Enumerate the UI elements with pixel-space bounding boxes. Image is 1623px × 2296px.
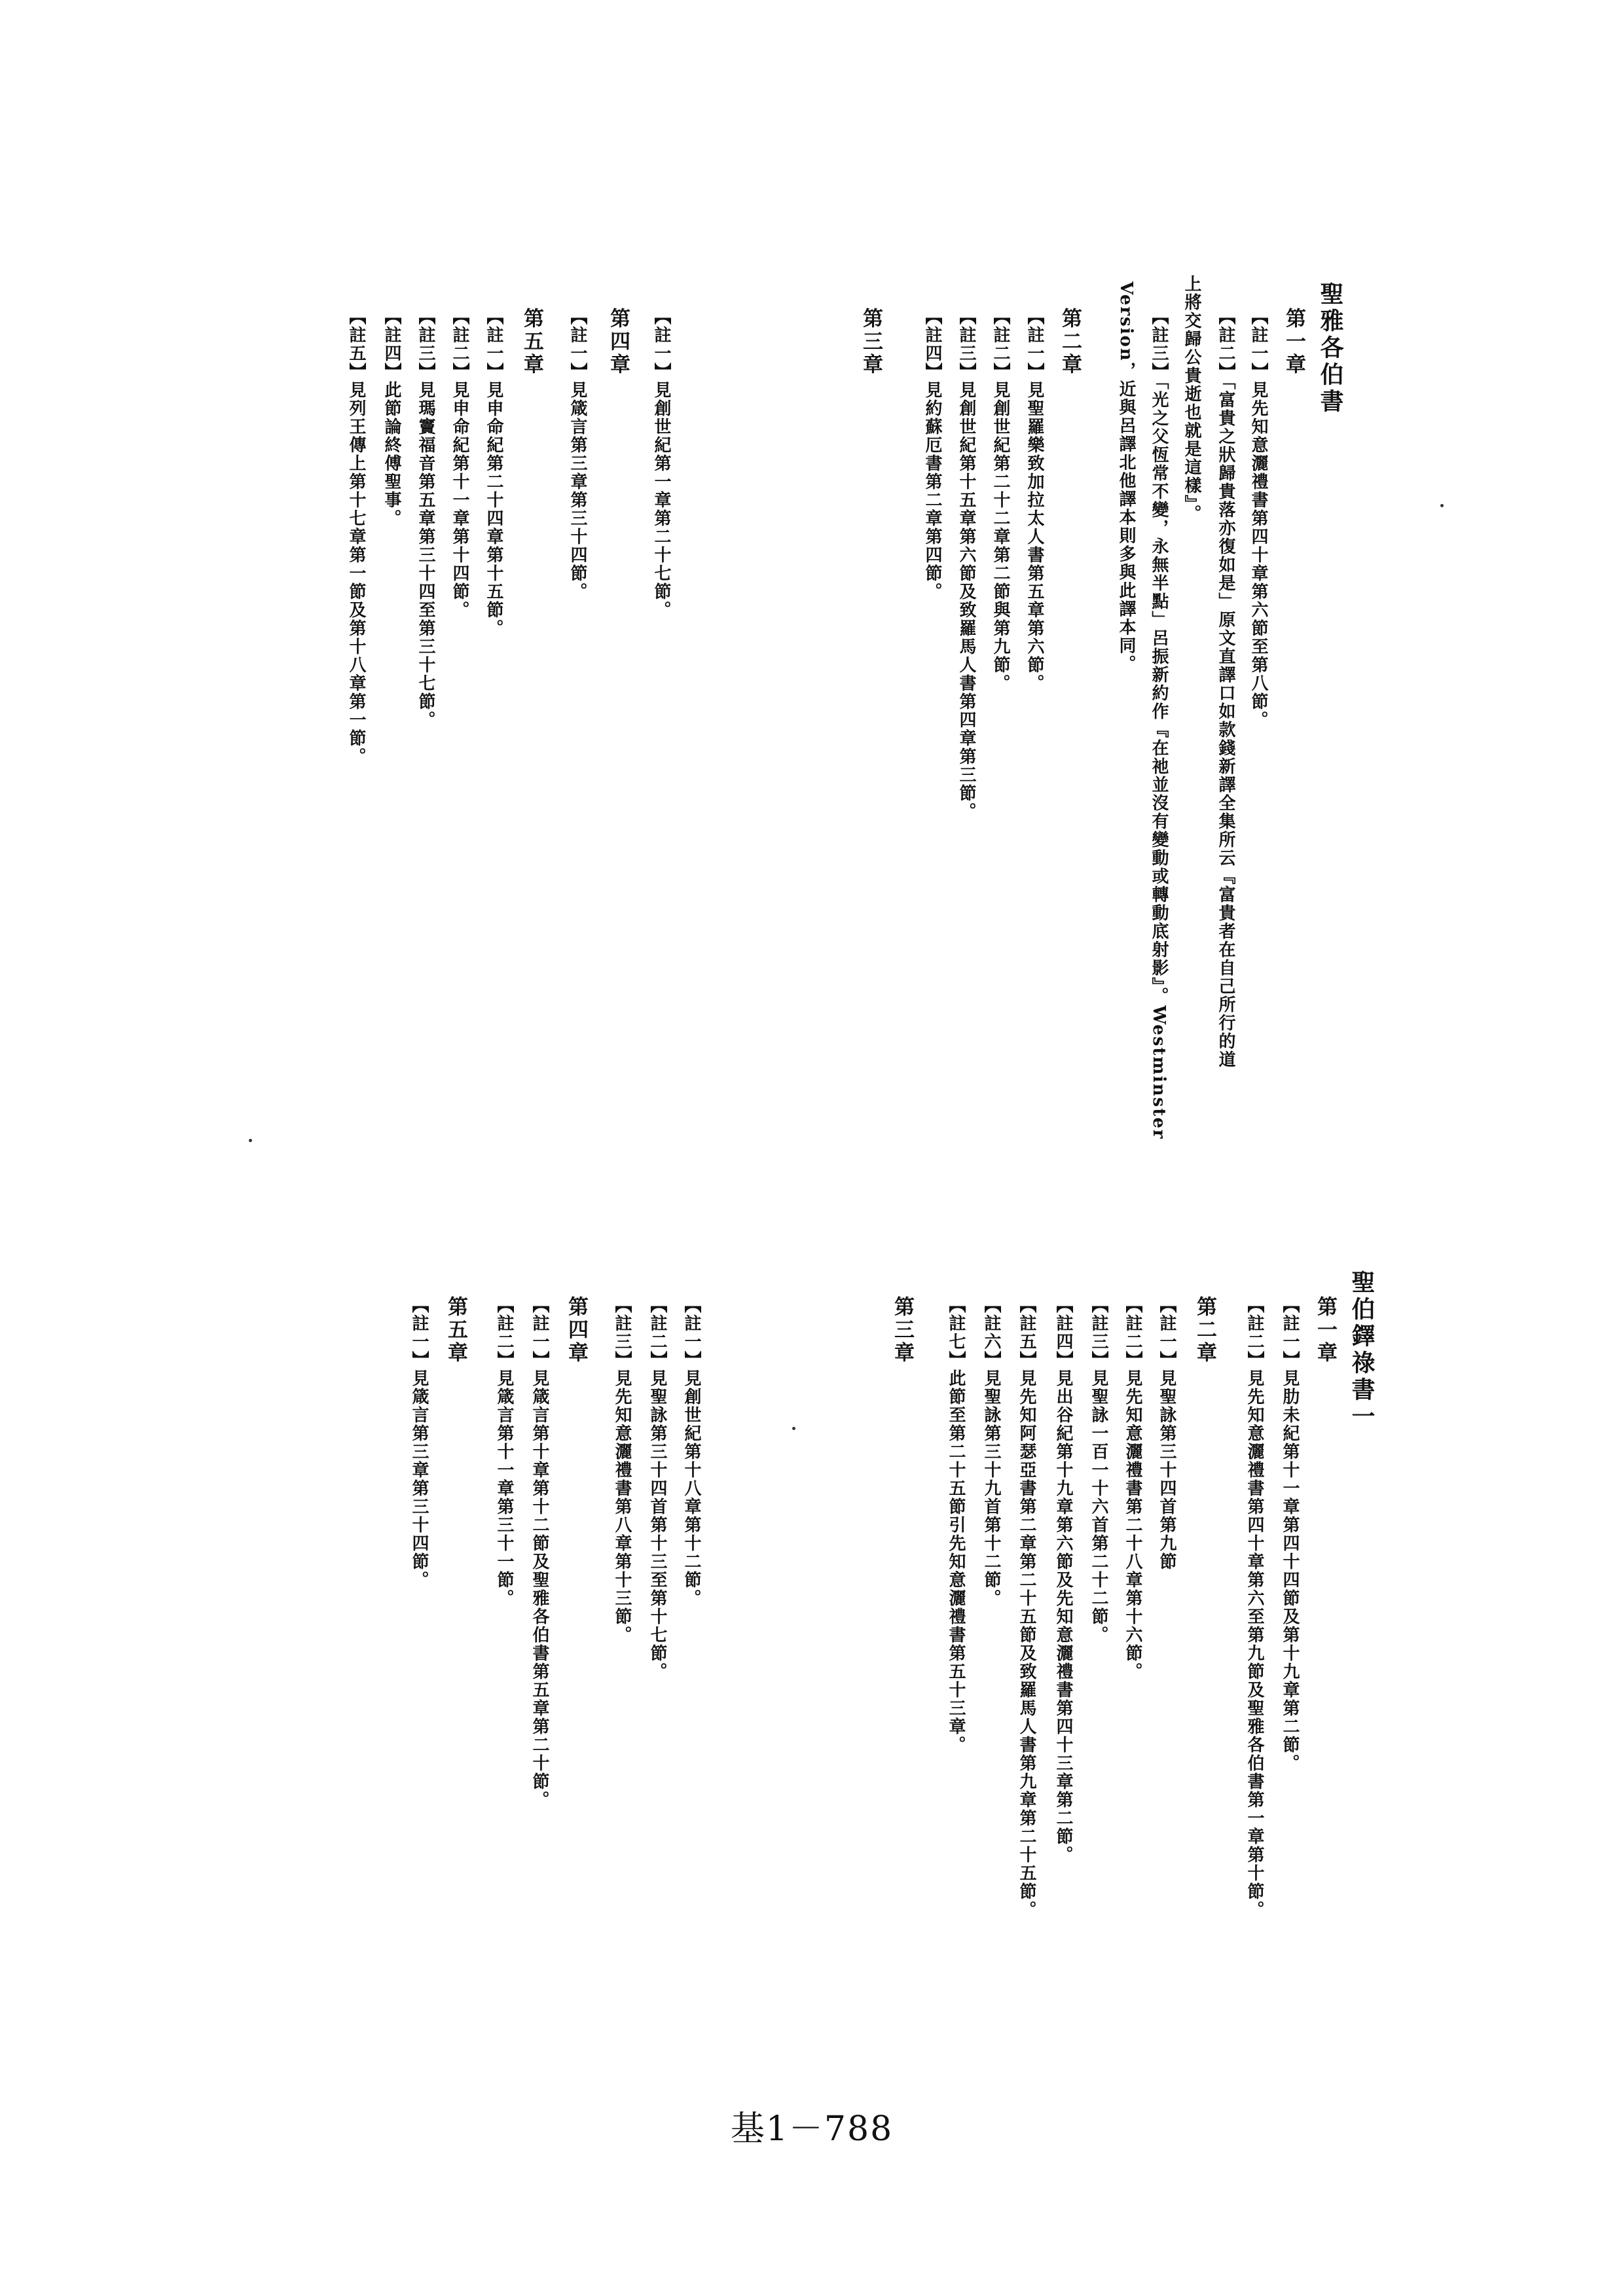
- top-note-line: Version，近與呂譯北他譯本則多與此譯本同。: [1116, 281, 1136, 673]
- bottom-chapter-2-heading: 第二章: [1193, 1296, 1216, 1365]
- bottom-note-line: 【註一】見創世紀第十八章第十二節。: [682, 1296, 701, 1607]
- scan-speck: [792, 1427, 795, 1430]
- top-note-line: 【註二】見創世紀第二十二章第二節與第九節。: [991, 308, 1010, 692]
- top-chapter-4-heading: 第四章: [606, 308, 630, 376]
- top-chapter-5-heading: 第五章: [520, 308, 543, 376]
- top-note-line: 【註四】此節論終傅聖事。: [382, 308, 401, 528]
- bottom-note-line: 【註二】見箴言第十一章第三十一節。: [494, 1296, 514, 1607]
- top-note-line: 【註一】見申命紀第二十四章第十五節。: [484, 308, 503, 637]
- bottom-note-line: 【註七】此節至第二十五節引先知意灑禮書第五十三章。: [946, 1296, 966, 1754]
- bottom-note-line: 【註一】見箴言第十章第十二節及聖雅各伯書第五章第二十節。: [530, 1296, 549, 1809]
- bottom-note-line: 【註五】見先知阿瑟亞書第二章第二十五節及致羅馬人書第九章第二十五節。: [1017, 1296, 1036, 1919]
- top-note-line: 【註五】見列王傳上第十七章第一節及第十八章第一節。: [346, 308, 366, 766]
- bottom-note-line: 【註二】見聖詠第三十四首第十三至第十七節。: [647, 1296, 667, 1681]
- top-note-line: 【註一】見聖羅樂致加拉太人書第五章第六節。: [1025, 308, 1044, 692]
- bottom-section-title: 聖伯鐸祿書一: [1348, 1270, 1376, 1431]
- scan-speck: [249, 1139, 252, 1142]
- top-note-line: 【註三】見瑪竇福音第五章第三十四至第三十七節。: [416, 308, 435, 729]
- bottom-note-line: 【註六】見聖詠第三十九首第十二節。: [981, 1296, 1001, 1607]
- top-section-title: 聖雅各伯書: [1317, 281, 1344, 416]
- scan-speck: [1440, 504, 1444, 507]
- bottom-note-line: 【註三】見先知意灑禮書第八章第十三節。: [612, 1296, 632, 1644]
- bottom-note-line: 【註二】見先知意灑禮書第四十章第六至第九節及聖雅各伯書第一章第十節。: [1245, 1296, 1264, 1919]
- top-note-line: 【註三】「光之父恆常不變，永無半點」呂振新約作『在祂並沒有變動或轉動底射影』。Westminster: [1149, 308, 1169, 1140]
- bottom-note-line: 【註三】見聖詠一百一十六首第二十二節。: [1089, 1296, 1108, 1644]
- top-note-line: 上將交歸公貴逝也就是這樣』。: [1182, 275, 1201, 523]
- top-note-line: 【註三】見創世紀第十五章第六節及致羅馬人書第四章第三節。: [957, 308, 976, 821]
- bottom-note-line: 【註四】見出谷紀第十九章第六節及先知意灑禮書第四十三章第二節。: [1053, 1296, 1073, 1864]
- top-chapter-1-heading: 第一章: [1282, 308, 1305, 376]
- top-note-line: 【註二】見申命紀第十一章第十四節。: [450, 308, 469, 619]
- bottom-chapter-5-heading: 第五章: [444, 1296, 467, 1365]
- top-note-line: 【註一】見箴言第三章第三十四節。: [568, 308, 587, 601]
- top-note-line: 【註四】見約蘇厄書第二章第四節。: [922, 308, 942, 601]
- bottom-chapter-1-heading: 第一章: [1313, 1296, 1337, 1365]
- top-note-line: 【註二】「富貴之狀歸貴落亦復如是」原文直譯口如款錢新譯全集所云『富貴者在自己所行的道: [1216, 308, 1235, 1069]
- top-note-line: 【註一】見先知意灑禮書第四十章第六節至第八節。: [1249, 308, 1268, 729]
- top-chapter-3-heading: 第三章: [859, 308, 883, 376]
- top-chapter-2-heading: 第二章: [1058, 308, 1082, 376]
- bottom-chapter-3-heading: 第三章: [890, 1296, 914, 1365]
- bottom-note-line: 【註一】見聖詠第三十四首第九節: [1157, 1296, 1176, 1571]
- page-number: 基1－788: [730, 2109, 894, 2149]
- bottom-note-line: 【註二】見先知意灑禮書第二十八章第十六節。: [1123, 1296, 1142, 1681]
- bottom-chapter-4-heading: 第四章: [564, 1296, 588, 1365]
- top-note-line: 【註一】見創世紀第一章第二十七節。: [651, 308, 671, 619]
- bottom-note-line: 【註一】見肋未紀第十一章第四十四節及第十九章第二節。: [1280, 1296, 1300, 1772]
- bottom-note-line: 【註一】見箴言第三章第三十四節。: [409, 1296, 429, 1589]
